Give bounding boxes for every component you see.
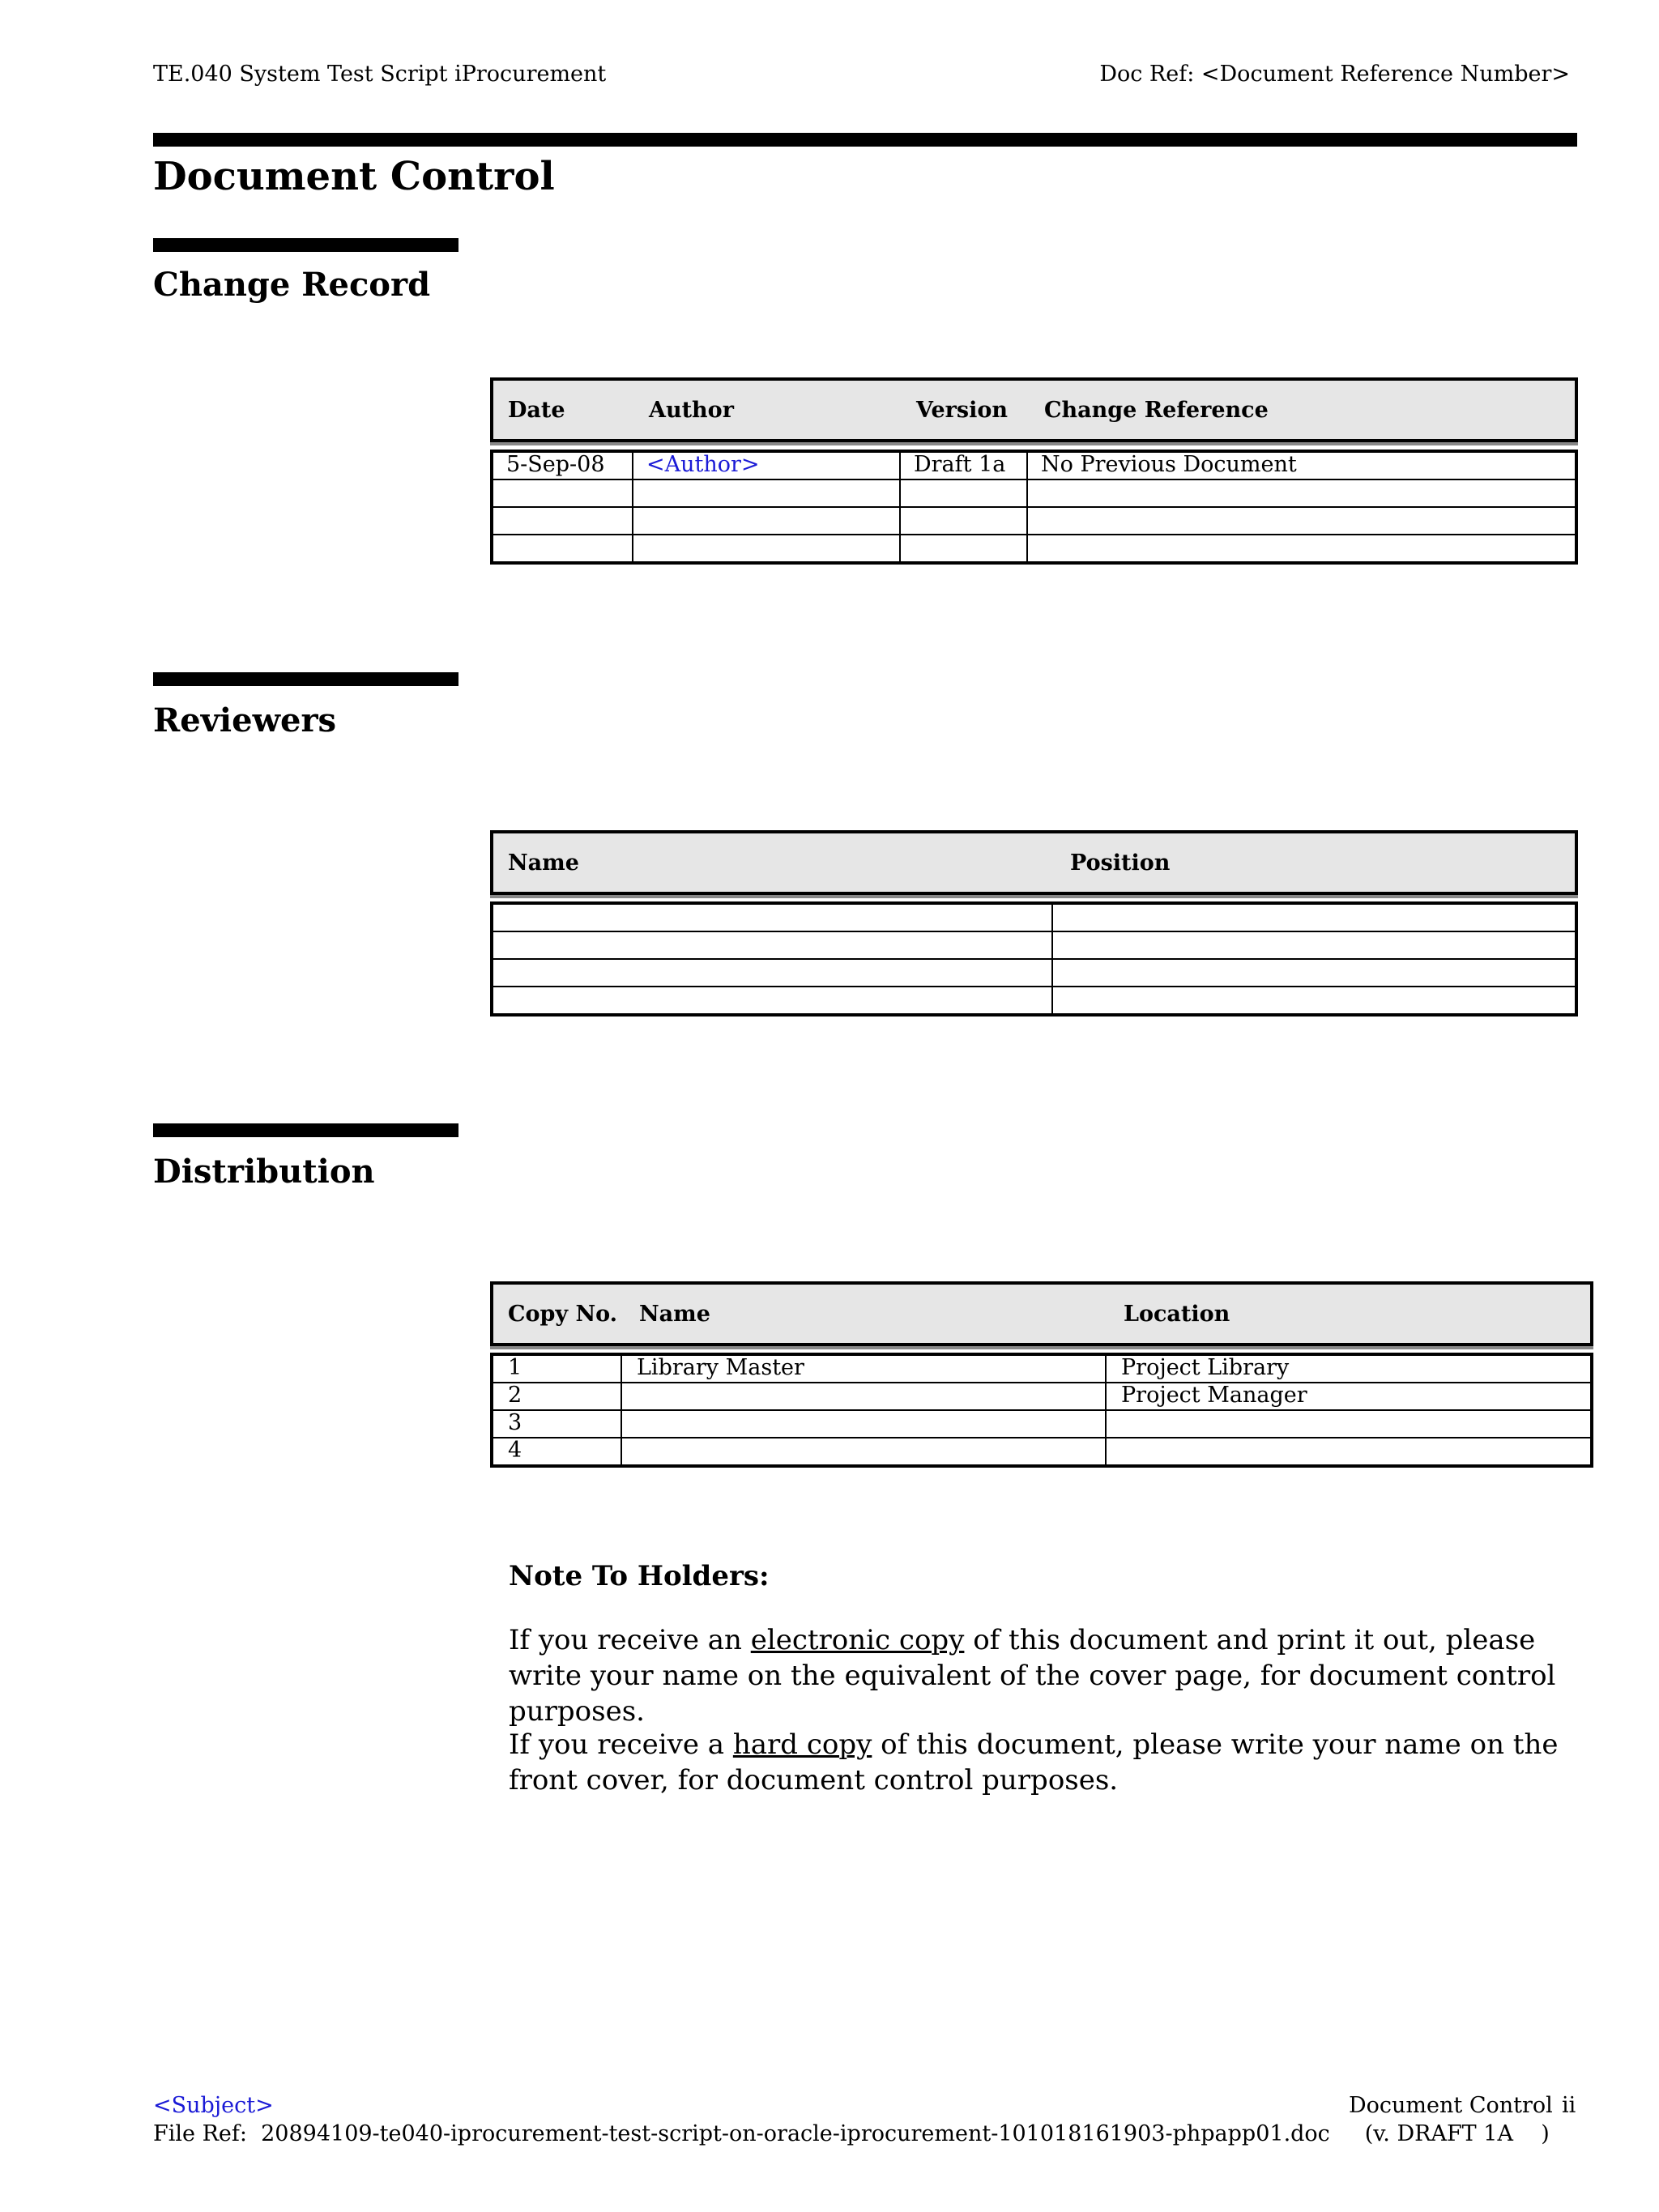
- change-record-header: [490, 377, 1578, 442]
- table-row: [492, 1438, 1592, 1466]
- table-row: [492, 479, 1576, 507]
- cell-location: Project Manager: [1106, 1383, 1592, 1410]
- note-title: Note To Holders:: [509, 1560, 770, 1592]
- cell-version: [900, 507, 1027, 535]
- title-rule: [153, 133, 1577, 147]
- cell-name: Library Master: [621, 1354, 1106, 1383]
- table-row: [492, 1410, 1592, 1438]
- note-text: If you receive an: [509, 1624, 751, 1656]
- footer-section: Document Control: [1349, 2093, 1553, 2118]
- footer-page-number: ii: [1562, 2093, 1576, 2118]
- column-header: Version: [916, 397, 1008, 423]
- page-title: Document Control: [153, 154, 555, 199]
- table-row: [492, 987, 1576, 1015]
- table-row: [492, 535, 1576, 563]
- note-paragraph-electronic: [509, 1622, 1586, 1729]
- cell-author: <Author>: [633, 451, 900, 479]
- cell-date: [492, 479, 633, 507]
- cell-date: [492, 507, 633, 535]
- column-header: Location: [1124, 1301, 1230, 1327]
- cell-name: [621, 1410, 1106, 1438]
- note-text: of this document and print it out, please write your name on the equivalent of the cover page, for document control purposes.: [509, 1624, 1556, 1728]
- cell-copy-no: 2: [492, 1383, 621, 1410]
- table-row: [492, 451, 1576, 479]
- cell-position: [1052, 959, 1576, 987]
- electronic-copy-term: electronic copy: [750, 1624, 965, 1656]
- change-record-heading: Change Record: [153, 266, 431, 304]
- distribution-header: [490, 1281, 1593, 1346]
- cell-location: Project Library: [1106, 1354, 1592, 1383]
- footer-file-ref: File Ref: 20894109-te040-iprocurement-test-script-on-oracle-iprocurement-101018161903-phpapp01.doc (v. DRAFT 1A ): [153, 2121, 1550, 2146]
- cell-name: [492, 987, 1052, 1015]
- column-header: Name: [508, 850, 579, 876]
- note-text: of this document, please write your name on the front cover, for document control purposes.: [509, 1728, 1559, 1796]
- cell-version: [900, 479, 1027, 507]
- cell-change-reference: [1027, 479, 1576, 507]
- cell-change-reference: [1027, 507, 1576, 535]
- table-row: [492, 903, 1576, 931]
- table-row: [492, 1354, 1592, 1383]
- table-row: [492, 507, 1576, 535]
- cell-name: [492, 959, 1052, 987]
- cell-date: [492, 535, 633, 563]
- cell-copy-no: 4: [492, 1438, 621, 1466]
- change-record-rule: [153, 238, 458, 252]
- cell-name: [492, 903, 1052, 931]
- column-header: Position: [1070, 850, 1171, 876]
- note-text: If you receive a: [509, 1728, 733, 1761]
- reviewers-heading: Reviewers: [153, 701, 337, 739]
- table-row: [492, 959, 1576, 987]
- column-header: Date: [508, 397, 565, 423]
- cell-location: [1106, 1410, 1592, 1438]
- column-header: Author: [649, 397, 734, 423]
- running-header-docref: Doc Ref: <Document Reference Number>: [1099, 62, 1570, 87]
- cell-position: [1052, 931, 1576, 959]
- cell-change-reference: [1027, 535, 1576, 563]
- running-header-title: TE.040 System Test Script iProcurement: [153, 62, 607, 87]
- distribution-rule: [153, 1123, 458, 1137]
- cell-name: [492, 931, 1052, 959]
- column-header: Change Reference: [1044, 397, 1269, 423]
- cell-position: [1052, 987, 1576, 1015]
- distribution-table: [490, 1353, 1593, 1468]
- distribution-heading: Distribution: [153, 1153, 375, 1191]
- cell-version: Draft 1a: [900, 451, 1027, 479]
- table-row: [492, 931, 1576, 959]
- reviewers-rule: [153, 672, 458, 686]
- cell-version: [900, 535, 1027, 563]
- cell-name: [621, 1438, 1106, 1466]
- note-paragraph-hard: [509, 1727, 1586, 1798]
- table-row: [492, 1383, 1592, 1410]
- reviewers-header: [490, 830, 1578, 895]
- reviewers-table: [490, 901, 1578, 1016]
- cell-copy-no: 1: [492, 1354, 621, 1383]
- cell-change-reference: No Previous Document: [1027, 451, 1576, 479]
- column-header: Copy No.: [508, 1301, 618, 1327]
- cell-author: [633, 507, 900, 535]
- cell-position: [1052, 903, 1576, 931]
- change-record-table: [490, 450, 1578, 565]
- cell-location: [1106, 1438, 1592, 1466]
- cell-copy-no: 3: [492, 1410, 621, 1438]
- cell-name: [621, 1383, 1106, 1410]
- footer-subject: <Subject>: [153, 2093, 274, 2118]
- cell-author: [633, 479, 900, 507]
- cell-author: [633, 535, 900, 563]
- cell-date: 5-Sep-08: [492, 451, 633, 479]
- column-header: Name: [639, 1301, 710, 1327]
- hard-copy-term: hard copy: [732, 1728, 872, 1761]
